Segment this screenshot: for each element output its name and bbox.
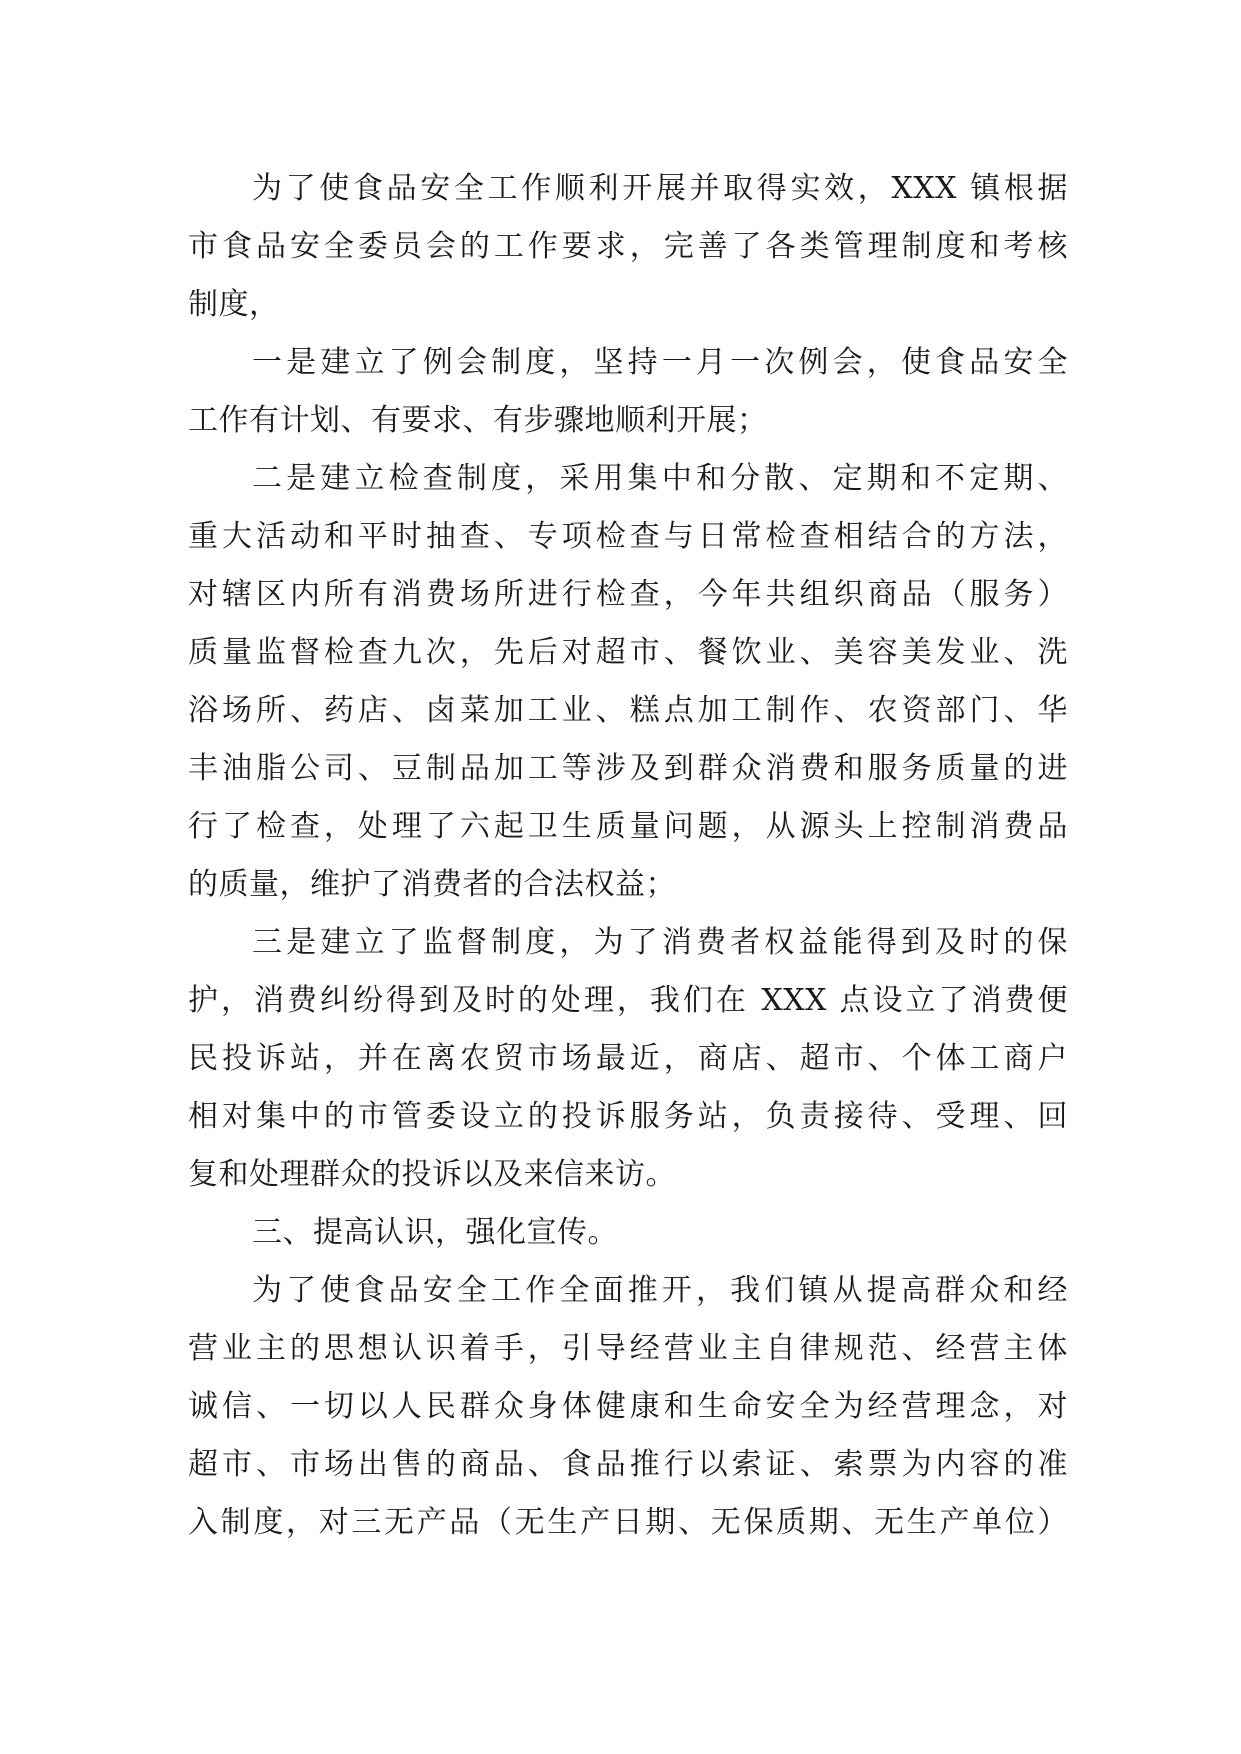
paragraph-3-line-5: 浴场所、药店、卤菜加工业、糕点加工制作、农资部门、华 <box>188 693 1068 728</box>
paragraph-3-line-3: 对辖区内所有消费场所进行检查，今年共组织商品（服务） <box>188 577 1068 612</box>
paragraph-6-line-5: 入制度，对三无产品（无生产日期、无保质期、无生产单位） <box>188 1505 1068 1540</box>
paragraph-2-line-1: 一是建立了例会制度，坚持一月一次例会，使食品安全 <box>252 345 1068 380</box>
paragraph-2-line-2: 工作有计划、有要求、有步骤地顺利开展； <box>188 403 768 438</box>
paragraph-3-line-7: 行了检查，处理了六起卫生质量问题，从源头上控制消费品 <box>188 809 1068 844</box>
paragraph-3-line-4: 质量监督检查九次，先后对超市、餐饮业、美容美发业、洗 <box>188 635 1068 670</box>
paragraph-6-line-3: 诚信、一切以人民群众身体健康和生命安全为经营理念，对 <box>188 1389 1068 1424</box>
paragraph-3-line-8: 的质量，维护了消费者的合法权益； <box>188 867 676 902</box>
paragraph-4-line-3: 民投诉站，并在离农贸市场最近，商店、超市、个体工商户 <box>188 1041 1068 1076</box>
paragraph-1-line-1: 为了使食品安全工作顺利开展并取得实效，XXX 镇根据 <box>252 171 1068 206</box>
paragraph-6-line-1: 为了使食品安全工作全面推开，我们镇从提高群众和经 <box>252 1273 1068 1308</box>
paragraph-4-line-5: 复和处理群众的投诉以及来信来访。 <box>188 1157 676 1192</box>
paragraph-3-line-1: 二是建立检查制度，采用集中和分散、定期和不定期、 <box>252 461 1068 496</box>
section-heading: 三、提高认识，强化宣传。 <box>252 1215 618 1250</box>
paragraph-6-line-2: 营业主的思想认识着手，引导经营业主自律规范、经营主体 <box>188 1331 1068 1366</box>
paragraph-3-line-6: 丰油脂公司、豆制品加工等涉及到群众消费和服务质量的进 <box>188 751 1068 786</box>
paragraph-4-line-1: 三是建立了监督制度，为了消费者权益能得到及时的保 <box>252 925 1068 960</box>
document-body <box>188 160 1068 1552</box>
paragraph-1-line-3: 制度， <box>188 287 280 322</box>
paragraph-4-line-2: 护，消费纠纷得到及时的处理，我们在 XXX 点设立了消费便 <box>188 983 1068 1018</box>
paragraph-1-line-2: 市食品安全委员会的工作要求，完善了各类管理制度和考核 <box>188 229 1068 264</box>
paragraph-6-line-4: 超市、市场出售的商品、食品推行以索证、索票为内容的准 <box>188 1447 1068 1482</box>
paragraph-4-line-4: 相对集中的市管委设立的投诉服务站，负责接待、受理、回 <box>188 1099 1068 1134</box>
paragraph-3-line-2: 重大活动和平时抽查、专项检查与日常检查相结合的方法， <box>188 519 1068 554</box>
